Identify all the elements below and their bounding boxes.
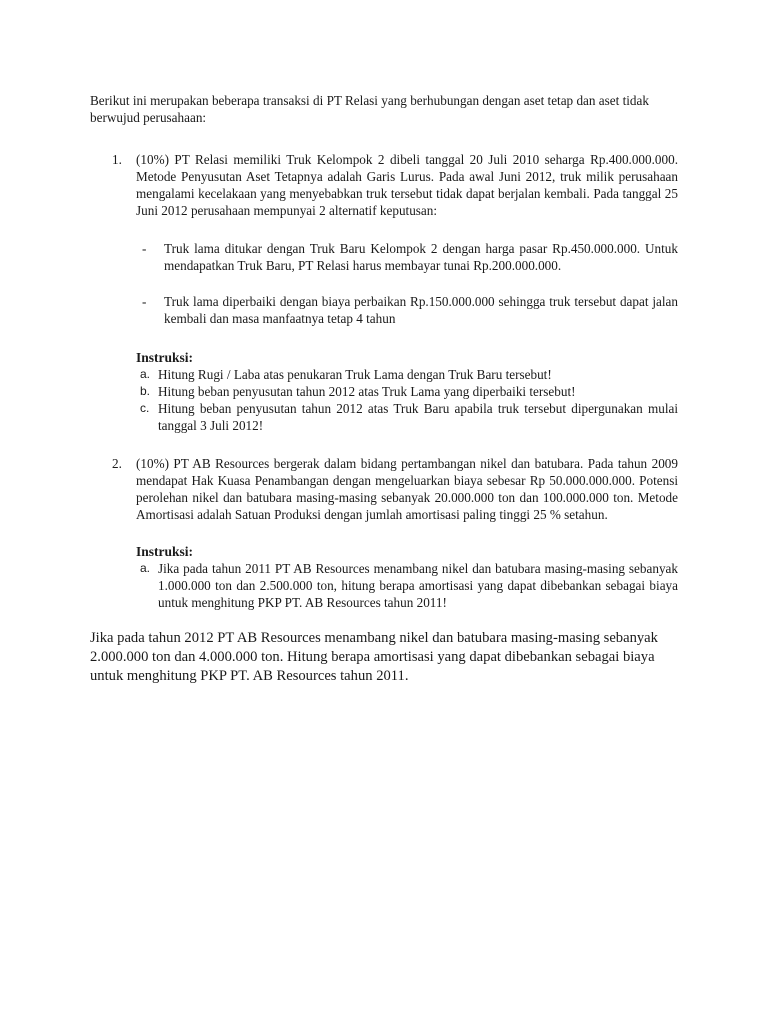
closing-paragraph: Jika pada tahun 2012 PT AB Resources menambang nikel dan batubara masing-masing sebanyak 2.000.000 ton dan 4.000.000 ton. Hitung berapa amortisasi yang dapat dibebankan sebagai biaya untuk menghitung PKP PT. AB Resources tahun 2011. (90, 630, 658, 684)
alternative-2-dash: - (142, 294, 147, 309)
question-2-instruction-heading: Instruksi: (136, 544, 194, 559)
instruction-letter: a. (140, 561, 151, 575)
instruction-text: Hitung Rugi / Laba atas penukaran Truk Lama dengan Truk Baru tersebut! (158, 367, 552, 382)
question-2-instruction-list (136, 560, 678, 611)
instruction-item (136, 560, 678, 611)
instruction-item (136, 366, 678, 383)
instruction-text: Hitung beban penyusutan tahun 2012 atas Truk Baru apabila truk tersebut dipergunakan mulai tanggal 3 Juli 2012! (158, 401, 678, 433)
instruction-item (136, 400, 678, 434)
question-2-number: 2. (112, 456, 122, 471)
question-1-instruction-heading: Instruksi: (136, 350, 194, 365)
intro-paragraph: Berikut ini merupakan beberapa transaksi di PT Relasi yang berhubungan dengan aset tetap dan aset tidak berwujud perusahaan: (90, 93, 649, 125)
alternative-1-dash: - (142, 241, 147, 256)
question-2 (90, 455, 678, 611)
alternative-2-text: Truk lama diperbaiki dengan biaya perbaikan Rp.150.000.000 sehingga truk tersebut dapat jalan kembali dan masa manfaatnya tetap 4 tahun (164, 294, 678, 326)
alternative-1-text: Truk lama ditukar dengan Truk Baru Kelompok 2 dengan harga pasar Rp.450.000.000. Untuk mendapatkan Truk Baru, PT Relasi harus membayar tunai Rp.200.000.000. (164, 241, 678, 273)
instruction-text: Hitung beban penyusutan tahun 2012 atas Truk Lama yang diperbaiki tersebut! (158, 384, 576, 399)
alternative-2 (136, 293, 678, 327)
instruction-item (136, 383, 678, 400)
instruction-letter: b. (140, 384, 151, 398)
question-2-text: (10%) PT AB Resources bergerak dalam bidang pertambangan nikel dan batubara. Pada tahun 2009 mendapat Hak Kuasa Penambangan dengan mengeluarkan biaya sebesar Rp 50.000.000.000. Potensi perolehan nikel dan batubara masing-masing sebanyak 20.000.000 ton dan 100.000.000 ton. Metode Amortisasi adalah Satuan Produksi dengan jumlah amortisasi paling tinggi 25 % setahun. (136, 456, 678, 522)
question-1 (90, 151, 678, 434)
document-page (90, 92, 678, 686)
question-1-instruction-list (136, 366, 678, 434)
alternative-1 (136, 240, 678, 274)
question-1-number: 1. (112, 152, 122, 167)
instruction-letter: a. (140, 367, 151, 381)
instruction-letter: c. (140, 401, 150, 415)
instruction-text: Jika pada tahun 2011 PT AB Resources menambang nikel dan batubara masing-masing sebanyak 1.000.000 ton dan 2.500.000 ton, hitung berapa amortisasi yang dapat dibebankan sebagai biaya untuk menghitung PKP PT. AB Resources tahun 2011! (158, 561, 678, 610)
question-1-text: (10%) PT Relasi memiliki Truk Kelompok 2 dibeli tanggal 20 Juli 2010 seharga Rp.400.000.000. Metode Penyusutan Aset Tetapnya adalah Garis Lurus. Pada awal Juni 2012, truk milik perusahaan mengalami kecelakaan yang menyebabkan truk tersebut tidak dapat berjalan kembali. Pada tanggal 25 Juni 2012 perusahaan mempunyai 2 alternatif keputusan: (136, 152, 678, 218)
